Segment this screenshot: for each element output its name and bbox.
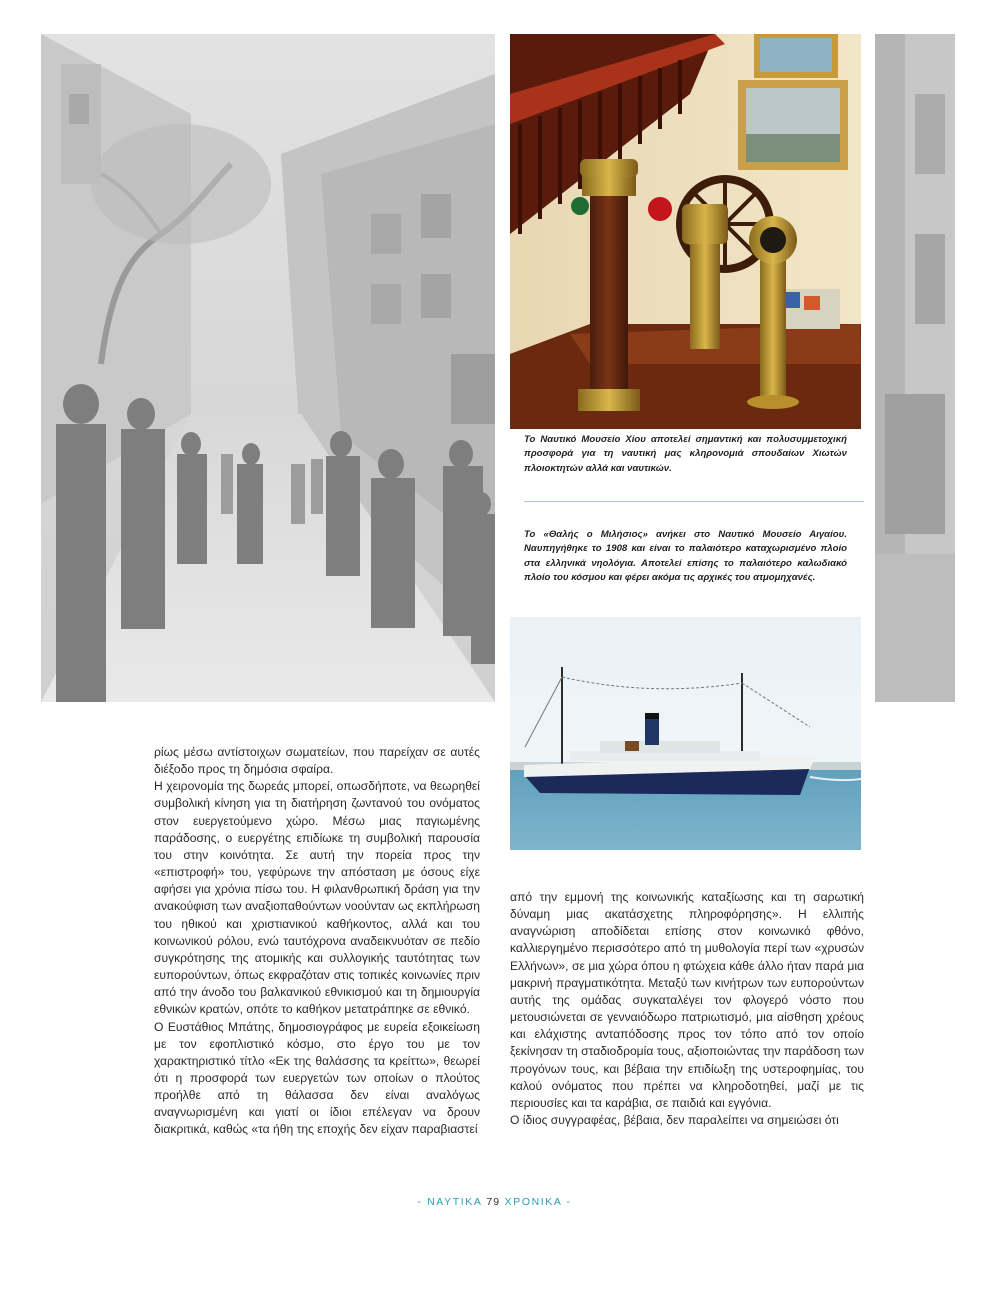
caption-divider — [524, 501, 864, 502]
page-number: 79 — [486, 1196, 501, 1208]
paragraph: Ο ίδιος συγγραφέας, βέβαια, δεν παραλείπει να σημειώσει ότι — [510, 1113, 839, 1128]
ship-photo — [510, 617, 861, 850]
body-column-right — [510, 889, 864, 1129]
street-photo — [41, 34, 495, 702]
edge-photo — [875, 34, 955, 702]
page-footer — [0, 1196, 989, 1208]
body-column-left — [154, 744, 480, 1139]
paragraph: από την εμμονή της κοινωνικής καταξίωσης και τη σαρωτική δύναμη μιας ακατάσχετης πληροφόρησης». Η ελλιπής αναγνώριση αποδίδεται επίσης στον κοινωνικό φθόνο, καλλιεργημένο περισσότερο από τη μυθολογία περί των «χρυσών Ελλήνων», σε μια χώρα όπου η φτώχεια κάθε άλλο ήταν παρά μια μακρινή πραγματικότητα. Μεταξύ των κινήτρων των ευπορούντων αυτής της ομάδας συγκαταλέγει τον φλογερό νόστο που μετουσιώνεται σε γενναιόδωρο πατριωτισμό, μια αίσθηση χρέους και ελάχιστης ανταπόδοσης προς τον τόπο από τον οποίο ξεκίνησαν τη σταδιοδρομία τους, αξιοποιώντας την παράδοση των προγόνων τους, και βέβαια την επιδίωξη της υστεροφημίας, του καλού ονόματος που πρέπει να κληροδοτηθεί, μαζί με τις περιουσίες και τα καράβια, σε παιδιά και εγγόνια. — [510, 890, 864, 1110]
museum-caption: Το Ναυτικό Μουσείο Χίου αποτελεί σημαντική και πολυσυμμετοχική προσφορά για τη ναυτική μας κληρονομιά σπουδαίων Χιωτών πλοιοκτητών αλλά και ναυτικών. — [524, 434, 847, 474]
paragraph: ρίως μέσω αντίστοιχων σωματείων, που παρείχαν σε αυτές διέξοδο προς τη δημόσια σφαίρα. — [154, 745, 480, 777]
footer-left: - ΝΑΥΤΙΚΑ — [417, 1196, 482, 1208]
paragraph: Η χειρονομία της δωρεάς μπορεί, οπωσδήποτε, να θεωρηθεί συμβολική κίνηση για τη διατήρηση ζωντανού του ονόματος στον ευεργετούμενο χώρο. Μέσω μιας παγιωμένης παράδοσης, ο ευεργέτης επιδίωκε τη συμβολική παρουσία του στην κοινότητα. Σε αυτή την πορεία προς την «επιστροφή» του, γεφύρωνε την απόσταση με όσους είχε αφήσει για χρόνια πίσω του. Η φιλανθρωπική δράση για την ανακούφιση των αναξιοπαθούντων νοούνταν ως εκπλήρωση του ηθικού και χριστιανικού καθήκοντος, αλλά και του κοινωνικού ρόλου, ενώ ταυτόχρονα αναδεικνυόταν σε πεδίο συγκρότησης της ατομικής και συλλογικής ταυτότητας των ευπορούντων, όπως εκφραζόταν στις τοπικές κοινωνίες πριν από την άνοδο του βαλκανικού εθνικισμού και τη δημιουργία εθνικών κρατών, οπότε το καθήκον μετατράπηκε σε εθνικό. — [154, 779, 480, 1017]
ship-caption: Το «Θαλής ο Μιλήσιος» ανήκει στο Ναυτικό Μουσείο Αιγαίου. Ναυπηγήθηκε το 1908 και είναι το παλαιότερο καταχωρισμένο πλοίο στα ελληνικά νηολόγια. Αποτελεί επίσης το παλαιότερο καλωδιακό πλοίο του κόσμου και φέρει ακόμα τις αρχικές του ατμομηχανές. — [524, 529, 847, 583]
museum-photo — [510, 34, 861, 429]
paragraph: Ο Ευστάθιος Μπάτης, δημοσιογράφος με ευρεία εξοικείωση με τον εφοπλιστικό κόσμο, στο έργο του με τον χαρακτηριστικό τίτλο «Εκ της θαλάσσης τα κρείττω», θεωρεί ότι η προσφορά των ευεργετών των οποίων ο πλούτος προήλθε από τη θάλασσα δεν είναι αναλόγως αναγνωρισμένη και γιατί οι ίδιοι επέλεγαν να δρουν διακριτικά, καθώς «τα ήθη της εποχής δεν είχαν παραβιαστεί — [154, 1019, 480, 1137]
footer-right: ΧΡΟΝΙΚΑ - — [504, 1196, 572, 1208]
